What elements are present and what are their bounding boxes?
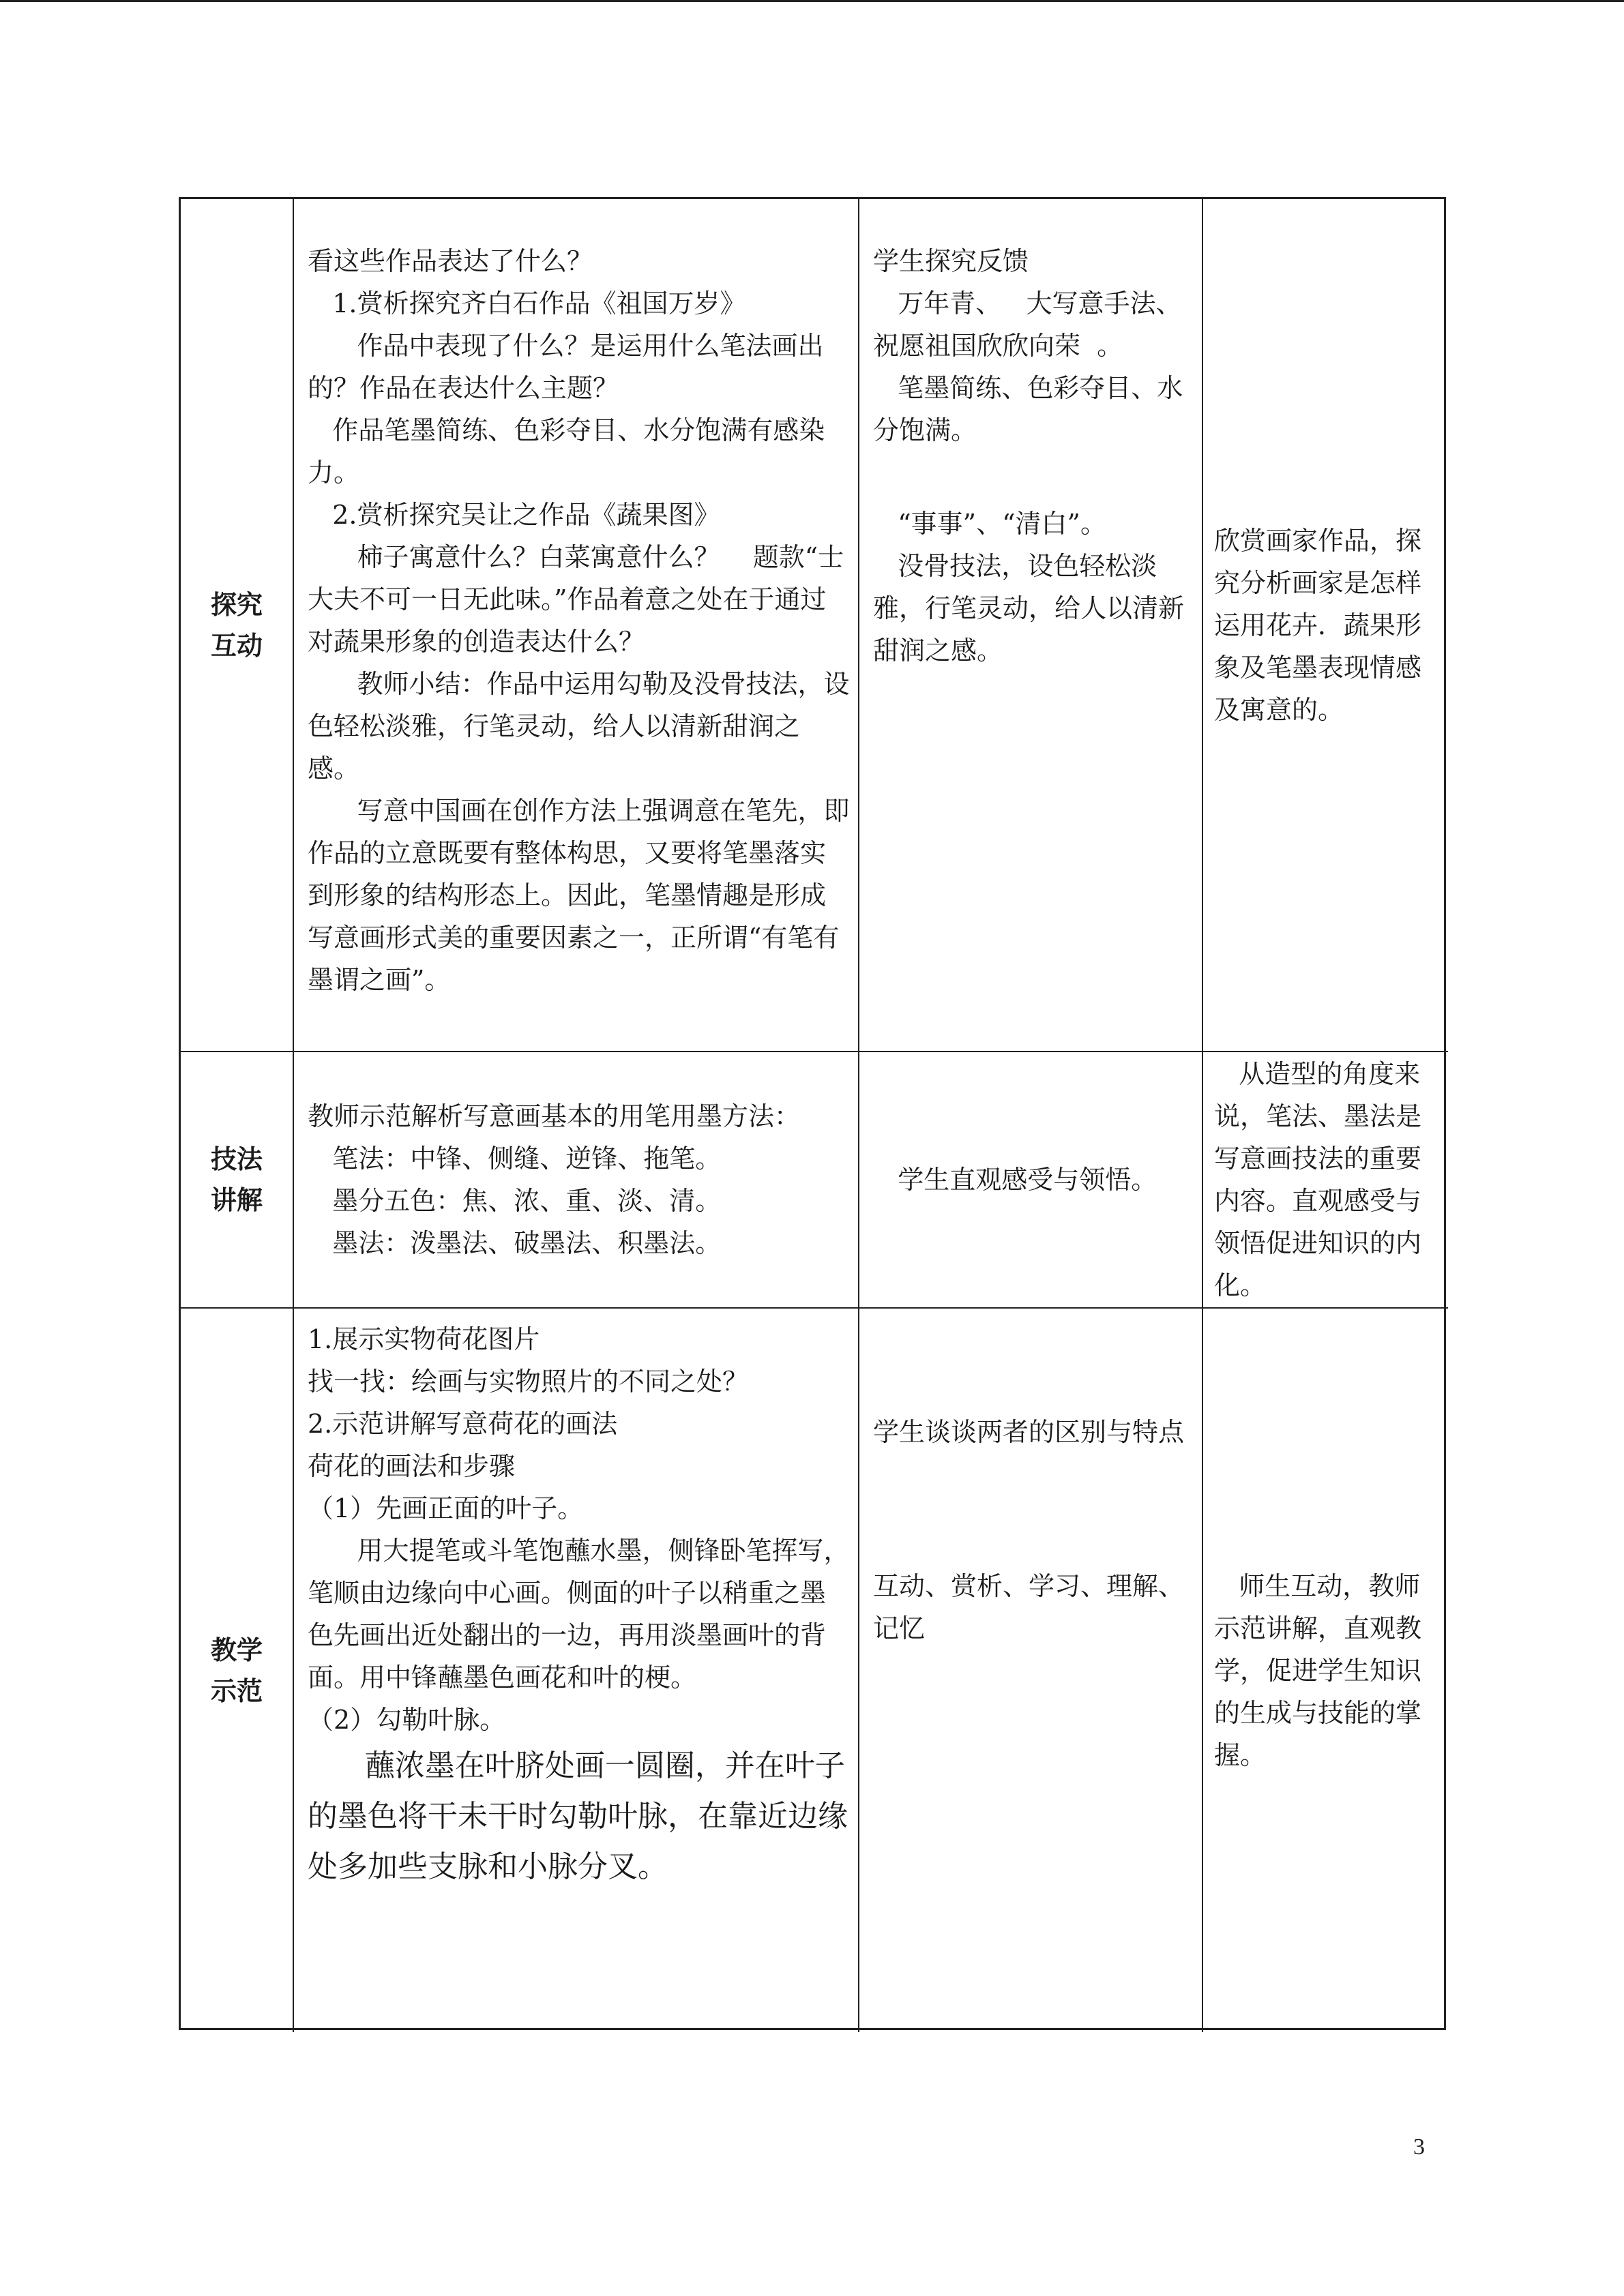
- intent-text: 师生互动，教师示范讲解，直观教学，促进学生知识的生成与技能的掌握。: [1214, 1570, 1422, 1770]
- lesson-plan-table: [179, 197, 1446, 2030]
- teacher-text: 找一找：绘画与实物照片的不同之处？: [308, 1367, 749, 1397]
- stage-label-line2: 示范: [210, 1675, 263, 1706]
- teacher-text: 2.赏析探究吴让之作品《蔬果图》: [308, 500, 720, 530]
- student-activity-cell: [859, 199, 1207, 1052]
- teacher-text: 写意中国画在创作方法上强调意在笔先，即作品的立意既要有整体构思，又要将笔墨落实到形象的结构形态上。因此，笔墨情趣是形成写意画形式美的重要因素之一，正所谓“有笔有墨谓之画”。: [308, 796, 850, 995]
- teacher-text: 柿子寓意什么？白菜寓意什么？ 题款“士大夫不可一日无此味。”作品着意之处在于通过对蔬果形象的创造表达什么？: [308, 542, 844, 657]
- student-activity-cell: [859, 1309, 1203, 2032]
- teacher-activity-cell: [294, 1309, 859, 2032]
- student-text: 学生直观感受与领悟。: [873, 1165, 1157, 1195]
- teacher-text: 教师小结：作品中运用勾勒及没骨技法，设色轻松淡雅，行笔灵动，给人以清新甜润之感。: [308, 669, 850, 784]
- stage-label-line2: 讲解: [210, 1185, 263, 1215]
- top-border-line: [0, 0, 1624, 2]
- stage-cell-demonstration: [181, 1309, 294, 2032]
- intent-text: 欣赏画家作品，探究分析画家是怎样运用花卉．蔬果形象及笔墨表现情感及寓意的。: [1214, 525, 1422, 725]
- stage-cell-explore: [181, 199, 294, 1052]
- stage-cell-technique: [181, 1052, 294, 1309]
- teacher-text: （1）先画正面的叶子。: [308, 1493, 584, 1523]
- teacher-text: 1.赏析探究齐白石作品《祖国万岁》: [308, 288, 746, 318]
- design-intent-cell: [1203, 1052, 1448, 1309]
- teacher-text: 教师示范解析写意画基本的用笔用墨方法：: [308, 1101, 801, 1131]
- student-text: 万年青、 大写意手法、 祝愿祖国欣欣向荣 。: [873, 288, 1207, 361]
- teacher-text: 笔法：中锋、侧缝、逆锋、拖笔。: [308, 1144, 722, 1174]
- teacher-text: 用大提笔或斗笔饱蘸水墨，侧锋卧笔挥写，笔顺由边缘向中心画。侧面的叶子以稍重之墨色先画出近处翻出的一边，再用淡墨画叶的背面。用中锋蘸墨色画花和叶的梗。: [308, 1536, 850, 1693]
- teacher-activity-cell: [294, 1052, 859, 1309]
- teacher-text: 墨分五色：焦、浓、重、淡、清。: [308, 1186, 722, 1216]
- student-text: 学生探究反馈: [873, 246, 1029, 276]
- teacher-text: 作品中表现了什么？是运用什么笔法画出的？作品在表达什么主题？: [308, 331, 824, 403]
- design-intent-cell: [1203, 1309, 1448, 2032]
- design-intent-cell: [1203, 199, 1448, 1052]
- teacher-text: 2.示范讲解写意荷花的画法: [308, 1409, 618, 1439]
- intent-text: 从造型的角度来说，笔法、墨法是写意画技法的重要内容。直观感受与领悟促进知识的内化。: [1214, 1059, 1422, 1300]
- stage-label-line2: 互动: [210, 630, 263, 661]
- stage-label-line1: 教学: [210, 1635, 263, 1665]
- page-number: 3: [1413, 2134, 1425, 2160]
- teacher-text: 1.展示实物荷花图片: [308, 1324, 540, 1354]
- student-activity-cell: [859, 1052, 1203, 1309]
- teacher-text: 荷花的画法和步骤: [308, 1451, 516, 1481]
- teacher-activity-cell: [294, 199, 859, 1052]
- teacher-text: （2）勾勒叶脉。: [308, 1705, 506, 1735]
- student-text: 互动、赏析、学习、理解、记忆: [873, 1571, 1185, 1643]
- stage-label-line1: 探究: [210, 589, 263, 620]
- student-text: 没骨技法，设色轻松淡雅，行笔灵动，给人以清新甜润之感。: [873, 551, 1185, 666]
- teacher-text: 作品笔墨简练、色彩夺目、水分饱满有感染力。: [308, 415, 825, 488]
- stage-label-line1: 技法: [210, 1144, 263, 1174]
- teacher-text: 看这些作品表达了什么？: [308, 246, 593, 276]
- student-text: “事事”、“清白”。: [873, 509, 1106, 539]
- teacher-text: 墨法：泼墨法、破墨法、积墨法。: [308, 1228, 722, 1258]
- student-text: 学生谈谈两者的区别与特点: [873, 1417, 1185, 1447]
- teacher-text-large: 蘸浓墨在叶脐处画一圆圈，并在叶子的墨色将干未干时勾勒叶脉，在靠近边缘处多加些支脉和小脉分叉。: [308, 1748, 848, 1884]
- student-text: 笔墨简练、色彩夺目、水分饱满。: [873, 373, 1183, 445]
